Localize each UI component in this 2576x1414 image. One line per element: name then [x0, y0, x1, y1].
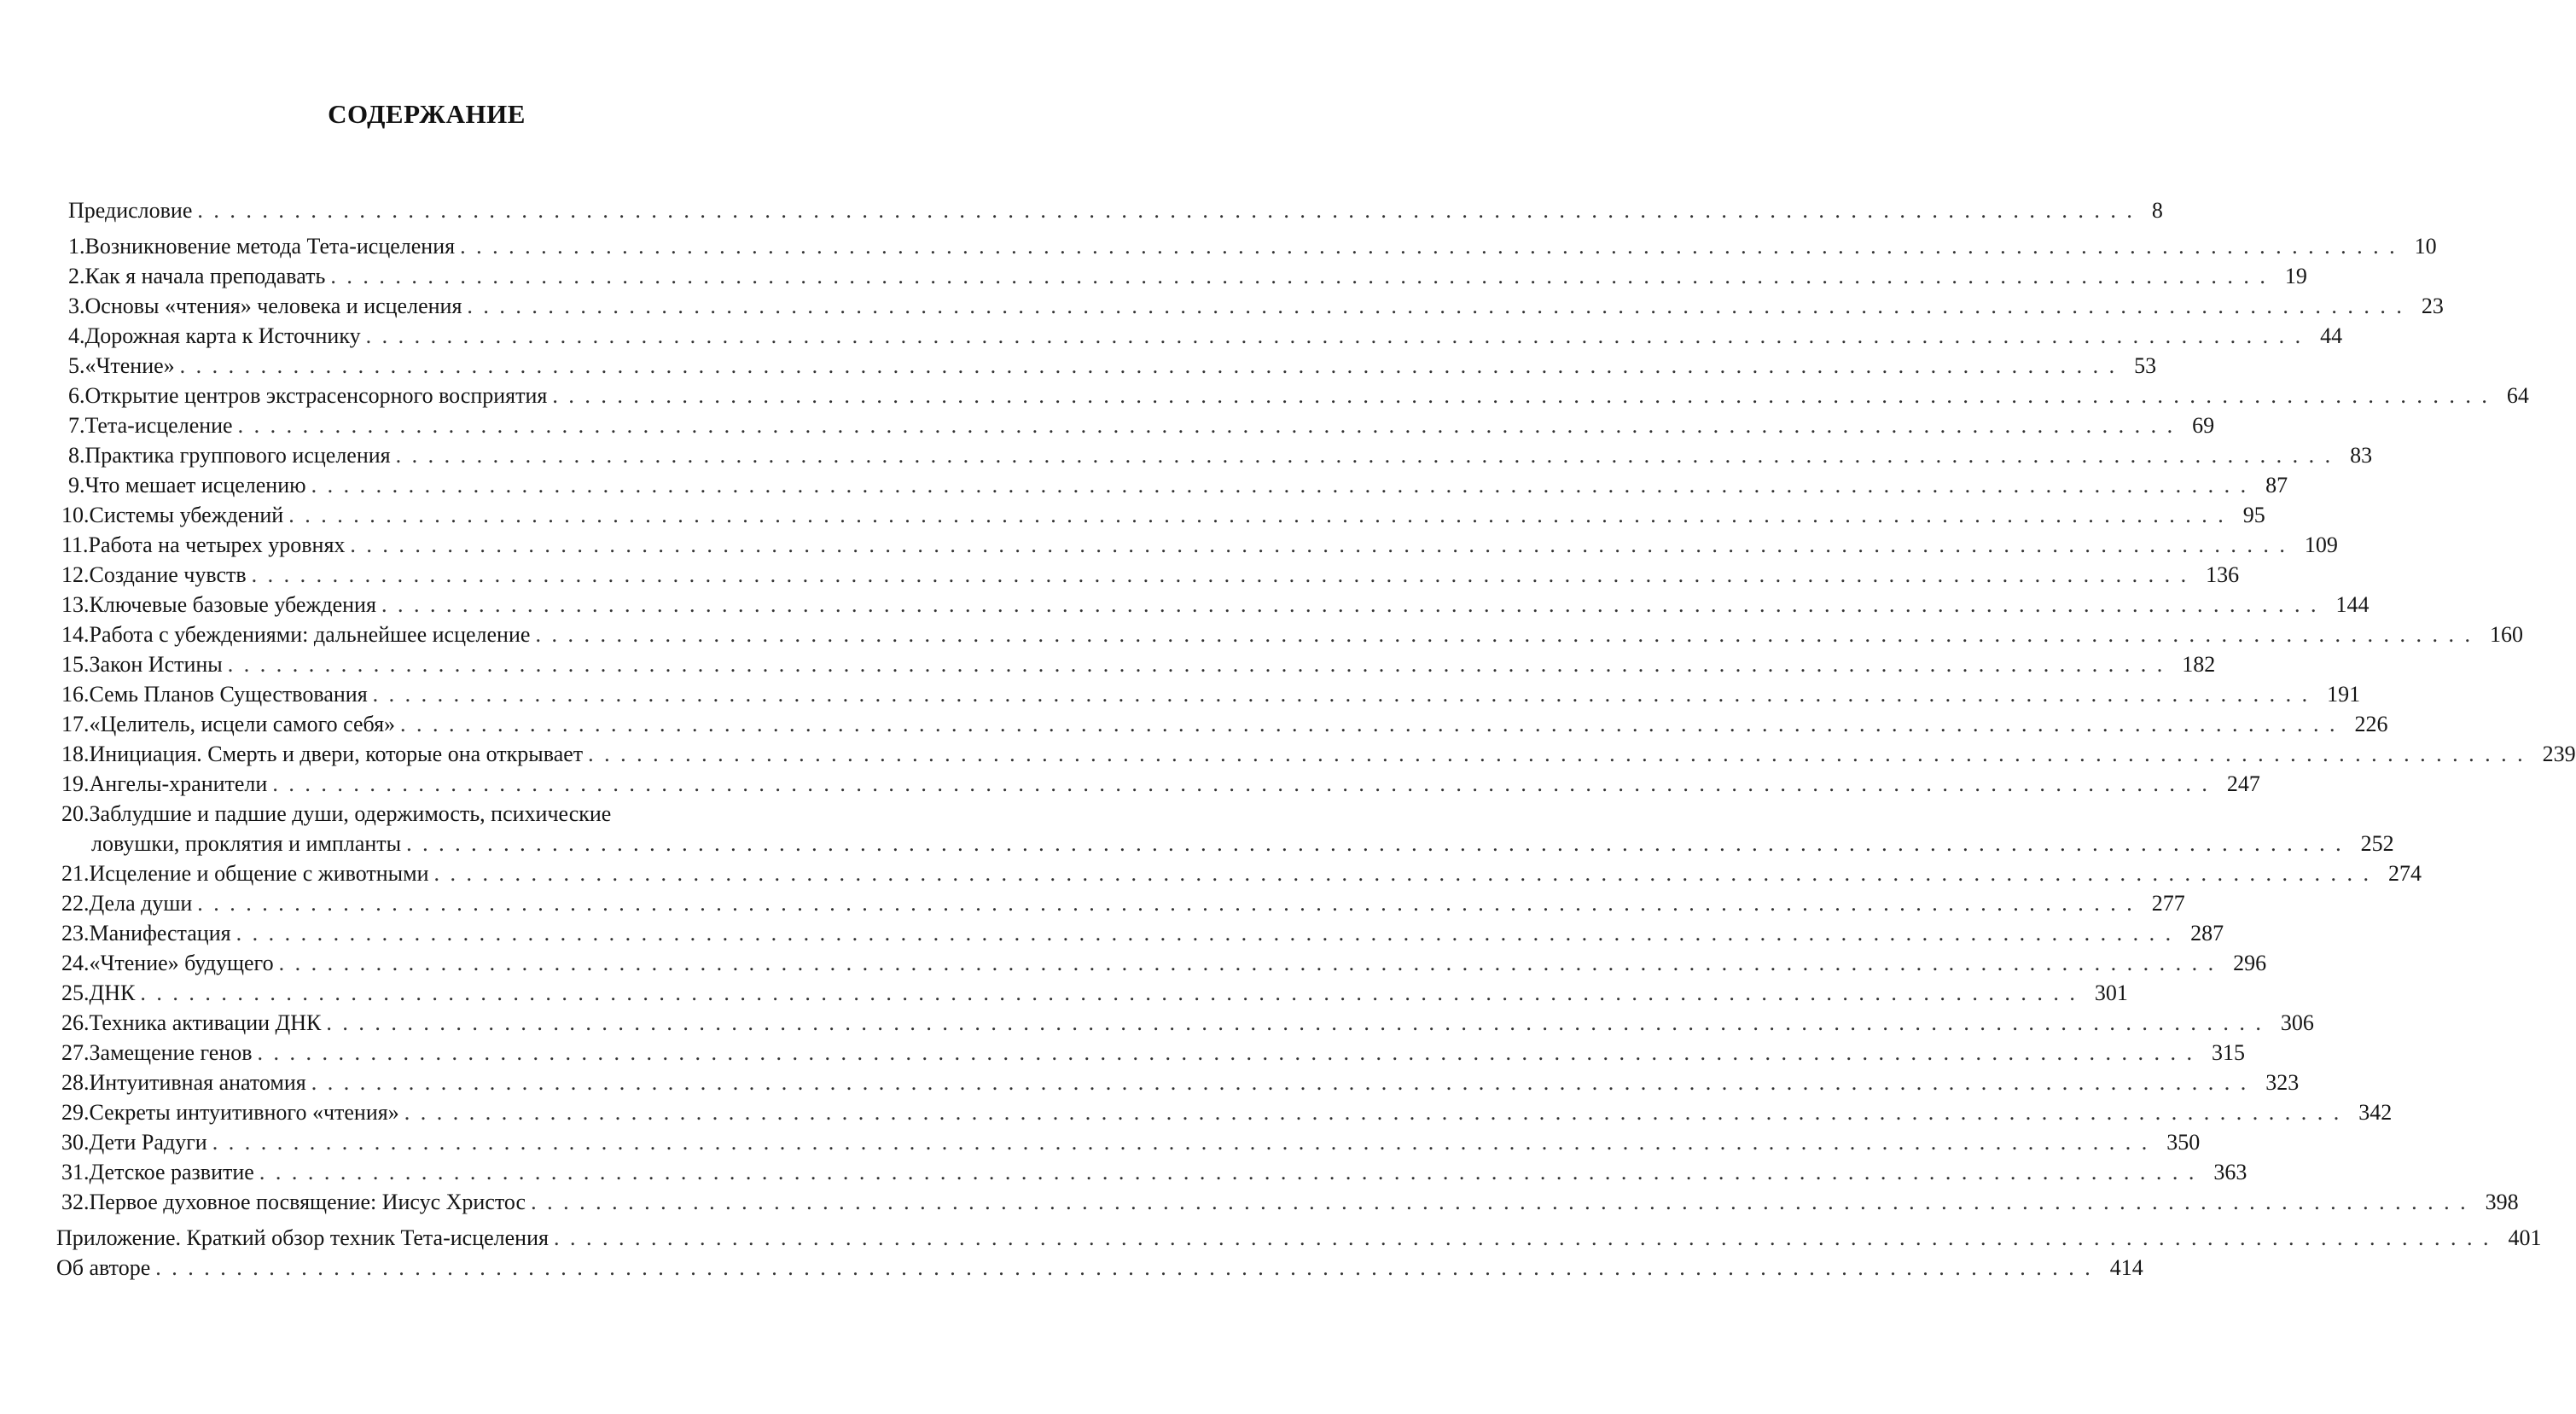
toc-entry-title: Техника активации ДНК: [89, 1010, 322, 1035]
toc-entry-title: Работа на четырех уровнях: [88, 532, 346, 557]
toc-entry-number: 19.: [61, 771, 90, 796]
toc-entry-number: 24.: [61, 951, 90, 975]
toc-entry: [61, 1158, 2247, 1187]
toc-entry-number: 5.: [68, 353, 85, 378]
toc-entry-page: 44: [2320, 323, 2343, 348]
dot-leader: . . . . . . . . . . . . . . . . . . . . . . . . . . . . . . . . . . . . . . . . . . . . . . . . . . . . . . . . . . . . . . . . . . . . . . . . . . . . . . . . . . . . . . . . . . . . . . . . . . . . . . . . . . . . . . . . . . . . . . . .: [140, 980, 2078, 1005]
toc-entry-title: Создание чувств: [89, 562, 247, 587]
toc-entry-number: 25.: [61, 980, 90, 1005]
toc-entry-title: Как я начала преподавать: [84, 264, 326, 288]
toc-entry: [61, 1009, 2314, 1038]
toc-entry: [61, 1039, 2246, 1068]
dot-leader: . . . . . . . . . . . . . . . . . . . . . . . . . . . . . . . . . . . . . . . . . . . . . . . . . . . . . . . . . . . . . . . . . . . . . . . . . . . . . . . . . . . . . . . . . . . . . . . . . . . . . . . . . . . . . . . . . . . . . . . .: [212, 1130, 2150, 1155]
toc-entry-title: ДНК: [89, 980, 136, 1005]
toc-entry-page: 247: [2226, 771, 2260, 796]
toc-entry-page: 277: [2151, 891, 2185, 916]
toc-entry: [68, 381, 2529, 410]
toc-entry-page: 69: [2192, 413, 2215, 438]
toc-entry-page: 414: [2109, 1255, 2143, 1280]
toc-entry-page: 239: [2542, 742, 2576, 766]
toc-entry-number: 3.: [68, 294, 85, 318]
toc-entry-page: 315: [2212, 1040, 2246, 1065]
toc-entry: [61, 591, 2370, 620]
dot-leader: . . . . . . . . . . . . . . . . . . . . . . . . . . . . . . . . . . . . . . . . . . . . . . . . . . . . . . . . . . . . . . . . . . . . . . . . . . . . . . . . . . . . . . . . . . . . . . . . . . . . . . . . . . . . . . . . . . . . . . . .: [288, 503, 2226, 527]
toc-entry-number: 26.: [61, 1010, 90, 1035]
dot-leader: . . . . . . . . . . . . . . . . . . . . . . . . . . . . . . . . . . . . . . . . . . . . . . . . . . . . . . . . . . . . . . . . . . . . . . . . . . . . . . . . . . . . . . . . . . . . . . . . . . . . . . . . . . . . . . . . . . . . . . . .: [406, 831, 2344, 856]
toc-entry-page: 83: [2350, 443, 2373, 468]
dot-leader: . . . . . . . . . . . . . . . . . . . . . . . . . . . . . . . . . . . . . . . . . . . . . . . . . . . . . . . . . . . . . . . . . . . . . . . . . . . . . . . . . . . . . . . . . . . . . . . . . . . . . . . . . . . . . . . . . . . . . . . .: [251, 562, 2189, 587]
toc-entry: [61, 531, 2338, 560]
toc-entry-title: Исцеление и общение с животными: [89, 861, 429, 886]
toc-entry-title: Манифестация: [89, 921, 231, 946]
toc-entry: [61, 949, 2267, 978]
toc-entry: [68, 262, 2307, 291]
dot-leader: . . . . . . . . . . . . . . . . . . . . . . . . . . . . . . . . . . . . . . . . . . . . . . . . . . . . . . . . . . . . . . . . . . . . . . . . . . . . . . . . . . . . . . . . . . . . . . . . . . . . . . . . . . . . . . . . . . . . . . . .: [330, 264, 2268, 288]
toc-entry-number: 17.: [61, 712, 90, 736]
toc-entry-page: 274: [2388, 861, 2422, 886]
toc-entry-title: Основы «чтения» человека и исцеления: [84, 294, 462, 318]
toc-entry-title: Приложение. Краткий обзор техник Тета-исцеления: [56, 1225, 549, 1250]
toc-entry: [68, 196, 2163, 225]
dot-leader: . . . . . . . . . . . . . . . . . . . . . . . . . . . . . . . . . . . . . . . . . . . . . . . . . . . . . . . . . . . . . . . . . . . . . . . . . . . . . . . . . . . . . . . . . . . . . . . . . . . . . . . . . . . . . . . . . . . . . . . .: [311, 1070, 2249, 1095]
toc-entry: [61, 1068, 2300, 1097]
toc-entry: [68, 232, 2437, 261]
toc-entry-number: 7.: [68, 413, 85, 438]
toc-entry: [56, 1224, 2542, 1253]
dot-leader: . . . . . . . . . . . . . . . . . . . . . . . . . . . . . . . . . . . . . . . . . . . . . . . . . . . . . . . . . . . . . . . . . . . . . . . . . . . . . . . . . . . . . . . . . . . . . . . . . . . . . . . . . . . . . . . . . . . . . . . .: [197, 198, 2135, 223]
dot-leader: . . . . . . . . . . . . . . . . . . . . . . . . . . . . . . . . . . . . . . . . . . . . . . . . . . . . . . . . . . . . . . . . . . . . . . . . . . . . . . . . . . . . . . . . . . . . . . . . . . . . . . . . . . . . . . . . . . . . . . . .: [395, 443, 2334, 468]
toc-entry-page: 23: [2421, 294, 2444, 318]
toc-entry: [68, 352, 2157, 381]
toc-entry-number: 18.: [61, 742, 90, 766]
toc-entry-number: 31.: [61, 1160, 90, 1184]
toc-entry-title: «Чтение» будущего: [89, 951, 274, 975]
dot-leader: . . . . . . . . . . . . . . . . . . . . . . . . . . . . . . . . . . . . . . . . . . . . . . . . . . . . . . . . . . . . . . . . . . . . . . . . . . . . . . . . . . . . . . . . . . . . . . . . . . . . . . . . . . . . . . . . . . . . . . . .: [350, 532, 2288, 557]
toc-entry-page: 109: [2304, 532, 2338, 557]
toc-entry: [61, 1098, 2393, 1127]
toc-entry-number: 28.: [61, 1070, 90, 1095]
toc-entry-number: 4.: [68, 323, 85, 348]
toc-entry-title: Практика группового исцеления: [84, 443, 391, 468]
toc-entry-title: Заблудшие и падшие души, одержимость, психические: [89, 801, 612, 826]
toc-entry-page: 301: [2094, 980, 2128, 1005]
toc-entry-page: 363: [2213, 1160, 2247, 1184]
toc-entry-number: 12.: [61, 562, 90, 587]
dot-leader: . . . . . . . . . . . . . . . . . . . . . . . . . . . . . . . . . . . . . . . . . . . . . . . . . . . . . . . . . . . . . . . . . . . . . . . . . . . . . . . . . . . . . . . . . . . . . . . . . . . . . . . . . . . . . . . . . . . . . . . .: [552, 383, 2490, 408]
toc-entry: [61, 1188, 2519, 1217]
dot-leader: . . . . . . . . . . . . . . . . . . . . . . . . . . . . . . . . . . . . . . . . . . . . . . . . . . . . . . . . . . . . . . . . . . . . . . . . . . . . . . . . . . . . . . . . . . . . . . . . . . . . . . . . . . . . . . . . . . . . . . . .: [588, 742, 2526, 766]
dot-leader: . . . . . . . . . . . . . . . . . . . . . . . . . . . . . . . . . . . . . . . . . . . . . . . . . . . . . . . . . . . . . . . . . . . . . . . . . . . . . . . . . . . . . . . . . . . . . . . . . . . . . . . . . . . . . . . . . . . . . . . .: [179, 353, 2118, 378]
toc-entry: [61, 889, 2185, 918]
toc-entry-number: 14.: [61, 622, 90, 647]
toc-entry-title: Предисловие: [68, 198, 193, 223]
toc-entry: [61, 859, 2422, 888]
toc-entry-title: Открытие центров экстрасенсорного восприятия: [84, 383, 548, 408]
toc-entry-title: Дорожная карта к Источнику: [84, 323, 361, 348]
dot-leader: . . . . . . . . . . . . . . . . . . . . . . . . . . . . . . . . . . . . . . . . . . . . . . . . . . . . . . . . . . . . . . . . . . . . . . . . . . . . . . . . . . . . . . . . . . . . . . . . . . . . . . . . . . . . . . . . . . . . . . . .: [227, 652, 2166, 677]
toc-entry-number: 16.: [61, 682, 90, 707]
page-title: СОДЕРЖАНИЕ: [328, 99, 526, 129]
toc-entry: [61, 561, 2240, 590]
dot-leader: . . . . . . . . . . . . . . . . . . . . . . . . . . . . . . . . . . . . . . . . . . . . . . . . . . . . . . . . . . . . . . . . . . . . . . . . . . . . . . . . . . . . . . . . . . . . . . . . . . . . . . . . . . . . . . . . . . . . . . . .: [237, 413, 2176, 438]
dot-leader: . . . . . . . . . . . . . . . . . . . . . . . . . . . . . . . . . . . . . . . . . . . . . . . . . . . . . . . . . . . . . . . . . . . . . . . . . . . . . . . . . . . . . . . . . . . . . . . . . . . . . . . . . . . . . . . . . . . . . . . .: [272, 771, 2210, 796]
toc-entry-page: 95: [2242, 503, 2265, 527]
dot-leader: . . . . . . . . . . . . . . . . . . . . . . . . . . . . . . . . . . . . . . . . . . . . . . . . . . . . . . . . . . . . . . . . . . . . . . . . . . . . . . . . . . . . . . . . . . . . . . . . . . . . . . . . . . . . . . . . . . . . . . . .: [404, 1100, 2342, 1125]
toc-entry-title: Дела души: [89, 891, 193, 916]
dot-leader: . . . . . . . . . . . . . . . . . . . . . . . . . . . . . . . . . . . . . . . . . . . . . . . . . . . . . . . . . . . . . . . . . . . . . . . . . . . . . . . . . . . . . . . . . . . . . . . . . . . . . . . . . . . . . . . . . . . . . . . .: [259, 1160, 2197, 1184]
toc-entry-number: 10.: [61, 503, 90, 527]
toc-entry-number: 32.: [61, 1190, 90, 1214]
toc-entry-number: 29.: [61, 1100, 90, 1125]
toc-entry-page: 287: [2190, 921, 2224, 946]
toc-entry-number: 30.: [61, 1130, 90, 1155]
dot-leader: . . . . . . . . . . . . . . . . . . . . . . . . . . . . . . . . . . . . . . . . . . . . . . . . . . . . . . . . . . . . . . . . . . . . . . . . . . . . . . . . . . . . . . . . . . . . . . . . . . . . . . . . . . . . . . . . . . . . . . . .: [467, 294, 2404, 318]
toc-entry-title: Ключевые базовые убеждения: [89, 592, 376, 617]
toc-entry-page: 160: [2489, 622, 2523, 647]
toc-entry-page: 252: [2360, 831, 2394, 856]
toc-entry-title: Детское развитие: [89, 1160, 254, 1184]
toc-entry: [68, 322, 2343, 351]
dot-leader: . . . . . . . . . . . . . . . . . . . . . . . . . . . . . . . . . . . . . . . . . . . . . . . . . . . . . . . . . . . . . . . . . . . . . . . . . . . . . . . . . . . . . . . . . . . . . . . . . . . . . . . . . . . . . . . . . . . . . . . .: [155, 1255, 2093, 1280]
toc-entry-page: 53: [2134, 353, 2157, 378]
toc-entry: [91, 829, 2394, 858]
toc-entry: [61, 740, 2576, 769]
toc-entry: [61, 680, 2361, 709]
toc-entry-title: Интуитивная анатомия: [89, 1070, 306, 1095]
toc-entry: [56, 1254, 2143, 1283]
toc-entry-page: 323: [2265, 1070, 2300, 1095]
dot-leader: . . . . . . . . . . . . . . . . . . . . . . . . . . . . . . . . . . . . . . . . . . . . . . . . . . . . . . . . . . . . . . . . . . . . . . . . . . . . . . . . . . . . . . . . . . . . . . . . . . . . . . . . . . . . . . . . . . . . . . . .: [372, 682, 2311, 707]
toc-entry-number: 23.: [61, 921, 90, 946]
toc-entry-number: 27.: [61, 1040, 90, 1065]
toc-entry: [61, 501, 2265, 530]
toc-entry-page: 182: [2182, 652, 2216, 677]
toc-entry-number: 15.: [61, 652, 90, 677]
toc-entry-page: 342: [2358, 1100, 2393, 1125]
toc-entry: [68, 411, 2215, 440]
toc-entry-title: Семь Планов Существования: [89, 682, 368, 707]
toc-entry-title: Системы убеждений: [89, 503, 284, 527]
toc-entry-number: 22.: [61, 891, 90, 916]
toc-entry-title: Ангелы-хранители: [89, 771, 268, 796]
toc-entry-page: 144: [2335, 592, 2370, 617]
dot-leader: . . . . . . . . . . . . . . . . . . . . . . . . . . . . . . . . . . . . . . . . . . . . . . . . . . . . . . . . . . . . . . . . . . . . . . . . . . . . . . . . . . . . . . . . . . . . . . . . . . . . . . . . . . . . . . . . . . . . . . . .: [311, 473, 2249, 498]
dot-leader: . . . . . . . . . . . . . . . . . . . . . . . . . . . . . . . . . . . . . . . . . . . . . . . . . . . . . . . . . . . . . . . . . . . . . . . . . . . . . . . . . . . . . . . . . . . . . . . . . . . . . . . . . . . . . . . . . . . . . . . .: [197, 891, 2135, 916]
toc-entry-title: Первое духовное посвящение: Иисус Христос: [89, 1190, 526, 1214]
dot-leader: . . . . . . . . . . . . . . . . . . . . . . . . . . . . . . . . . . . . . . . . . . . . . . . . . . . . . . . . . . . . . . . . . . . . . . . . . . . . . . . . . . . . . . . . . . . . . . . . . . . . . . . . . . . . . . . . . . . . . . . .: [433, 861, 2372, 886]
toc-entry-number: 20.: [61, 801, 90, 826]
toc-entry-page: 8: [2151, 198, 2163, 223]
dot-leader: . . . . . . . . . . . . . . . . . . . . . . . . . . . . . . . . . . . . . . . . . . . . . . . . . . . . . . . . . . . . . . . . . . . . . . . . . . . . . . . . . . . . . . . . . . . . . . . . . . . . . . . . . . . . . . . . . . . . . . . .: [236, 921, 2174, 946]
toc-entry: [61, 979, 2128, 1008]
toc-entry-page: 64: [2506, 383, 2529, 408]
dot-leader: . . . . . . . . . . . . . . . . . . . . . . . . . . . . . . . . . . . . . . . . . . . . . . . . . . . . . . . . . . . . . . . . . . . . . . . . . . . . . . . . . . . . . . . . . . . . . . . . . . . . . . . . . . . . . . . . . . . . . . . .: [400, 712, 2338, 736]
toc-entry-page: 19: [2284, 264, 2307, 288]
toc-entry-page: 401: [2508, 1225, 2542, 1250]
toc-entry-number: 2.: [68, 264, 85, 288]
toc-entry: [61, 650, 2216, 679]
toc-entry: [61, 800, 736, 829]
toc-entry-page: 398: [2485, 1190, 2519, 1214]
toc-entry-number: 6.: [68, 383, 85, 408]
dot-leader: . . . . . . . . . . . . . . . . . . . . . . . . . . . . . . . . . . . . . . . . . . . . . . . . . . . . . . . . . . . . . . . . . . . . . . . . . . . . . . . . . . . . . . . . . . . . . . . . . . . . . . . . . . . . . . . . . . . . . . . .: [531, 1190, 2468, 1214]
toc-entry-title: Замещение генов: [89, 1040, 253, 1065]
toc-entry-number: 11.: [61, 532, 89, 557]
toc-entry-title: Что мешает исцелению: [84, 473, 306, 498]
toc-entry: [61, 710, 2388, 739]
toc-entry-title: «Целитель, исцели самого себя»: [89, 712, 396, 736]
toc-entry-number: 13.: [61, 592, 90, 617]
toc-entry-title: Возникновение метода Тета-исцеления: [84, 234, 456, 259]
toc-entry-title: Инициация. Смерть и двери, которые она открывает: [89, 742, 584, 766]
toc-entry-page: 296: [2233, 951, 2267, 975]
toc-entry-page: 306: [2280, 1010, 2314, 1035]
toc-entry-page: 226: [2354, 712, 2388, 736]
toc-entry: [61, 770, 2260, 799]
toc-entry-page: 136: [2206, 562, 2240, 587]
toc-entry: [68, 292, 2444, 321]
toc-entry-number: 1.: [68, 234, 85, 259]
dot-leader: . . . . . . . . . . . . . . . . . . . . . . . . . . . . . . . . . . . . . . . . . . . . . . . . . . . . . . . . . . . . . . . . . . . . . . . . . . . . . . . . . . . . . . . . . . . . . . . . . . . . . . . . . . . . . . . . . . . . . . . .: [326, 1010, 2264, 1035]
toc-entry-page: 87: [2265, 473, 2288, 498]
dot-leader: . . . . . . . . . . . . . . . . . . . . . . . . . . . . . . . . . . . . . . . . . . . . . . . . . . . . . . . . . . . . . . . . . . . . . . . . . . . . . . . . . . . . . . . . . . . . . . . . . . . . . . . . . . . . . . . . . . . . . . . .: [278, 951, 2217, 975]
toc-entry-title: Об авторе: [56, 1255, 151, 1280]
toc-entry: [68, 441, 2373, 470]
dot-leader: . . . . . . . . . . . . . . . . . . . . . . . . . . . . . . . . . . . . . . . . . . . . . . . . . . . . . . . . . . . . . . . . . . . . . . . . . . . . . . . . . . . . . . . . . . . . . . . . . . . . . . . . . . . . . . . . . . . . . . . .: [257, 1040, 2195, 1065]
toc-entry-title: Тета-исцеление: [84, 413, 233, 438]
toc-entry-title: Дети Радуги: [89, 1130, 207, 1155]
toc-entry-title: Работа с убеждениями: дальнейшее исцеление: [89, 622, 531, 647]
toc-entry-number: 9.: [68, 473, 85, 498]
toc-entry-title: «Чтение»: [84, 353, 175, 378]
dot-leader: . . . . . . . . . . . . . . . . . . . . . . . . . . . . . . . . . . . . . . . . . . . . . . . . . . . . . . . . . . . . . . . . . . . . . . . . . . . . . . . . . . . . . . . . . . . . . . . . . . . . . . . . . . . . . . . . . . . . . . . .: [460, 234, 2398, 259]
toc-entry-page: 191: [2327, 682, 2361, 707]
toc-entry-page: 10: [2414, 234, 2437, 259]
toc-entry: [61, 919, 2224, 948]
dot-leader: . . . . . . . . . . . . . . . . . . . . . . . . . . . . . . . . . . . . . . . . . . . . . . . . . . . . . . . . . . . . . . . . . . . . . . . . . . . . . . . . . . . . . . . . . . . . . . . . . . . . . . . . . . . . . . . . . . . . . . . .: [535, 622, 2473, 647]
toc-entry: [68, 471, 2288, 500]
toc-entry-title: Секреты интуитивного «чтения»: [89, 1100, 399, 1125]
dot-leader: . . . . . . . . . . . . . . . . . . . . . . . . . . . . . . . . . . . . . . . . . . . . . . . . . . . . . . . . . . . . . . . . . . . . . . . . . . . . . . . . . . . . . . . . . . . . . . . . . . . . . . . . . . . . . . . . . . . . . . . .: [365, 323, 2304, 348]
toc-entry: [61, 620, 2523, 649]
toc-entry-page: 350: [2166, 1130, 2201, 1155]
toc-entry-title: Закон Истины: [89, 652, 223, 677]
toc-entry-number: 21.: [61, 861, 90, 886]
dot-leader: . . . . . . . . . . . . . . . . . . . . . . . . . . . . . . . . . . . . . . . . . . . . . . . . . . . . . . . . . . . . . . . . . . . . . . . . . . . . . . . . . . . . . . . . . . . . . . . . . . . . . . . . . . . . . . . . . . . . . . . .: [553, 1225, 2492, 1250]
toc-entry-title: ловушки, проклятия и импланты: [91, 831, 402, 856]
toc-entry: [61, 1128, 2201, 1157]
dot-leader: . . . . . . . . . . . . . . . . . . . . . . . . . . . . . . . . . . . . . . . . . . . . . . . . . . . . . . . . . . . . . . . . . . . . . . . . . . . . . . . . . . . . . . . . . . . . . . . . . . . . . . . . . . . . . . . . . . . . . . . .: [381, 592, 2319, 617]
toc-entry-number: 8.: [68, 443, 85, 468]
